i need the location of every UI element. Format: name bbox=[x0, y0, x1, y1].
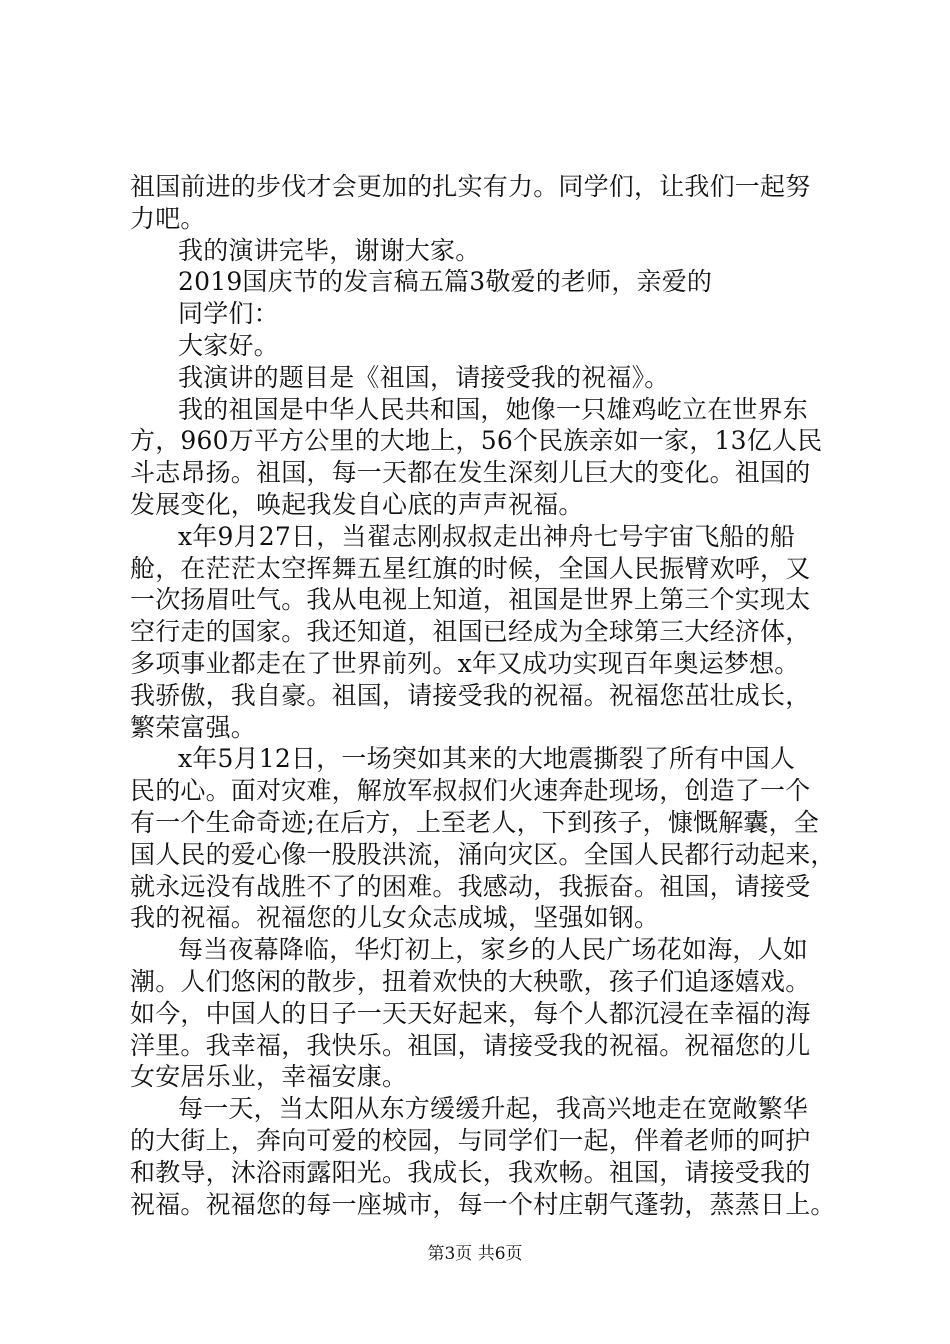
text-line: 民的心。面对灾难，解放军叔叔们火速奔赴现场，创造了一个 bbox=[130, 776, 811, 806]
text-line: 我演讲的题目是《祖国，请接受我的祝福》。 bbox=[178, 362, 670, 392]
text-line: 我的祝福。祝福您的儿女众志成城，坚强如钢。 bbox=[130, 903, 660, 933]
text-line: 发展变化，唤起我发自心底的声声祝福。 bbox=[130, 489, 584, 519]
text-line: x年9月27日，当翟志刚叔叔走出神舟七号宇宙飞船的船 bbox=[178, 521, 796, 551]
text-line: 舱，在茫茫太空挥舞五星红旗的时候，全国人民振臂欢呼，又 bbox=[130, 553, 811, 583]
text-line: 祖国前进的步伐才会更加的扎实有力。同学们，让我们一起努 bbox=[130, 172, 811, 201]
text-line: 2019国庆节的发言稿五篇3敬爱的老师，亲爱的 bbox=[178, 267, 713, 297]
document-body bbox=[130, 171, 836, 1220]
text-line: 的大街上，奔向可爱的校园，与同学们一起，伴着老师的呵护 bbox=[130, 1125, 811, 1155]
text-line: 每一天，当太阳从东方缓缓升起，我高兴地走在宽敞繁华 bbox=[178, 1094, 809, 1124]
text-line: 大家好。 bbox=[178, 330, 279, 360]
text-line: 和教导，沐浴雨露阳光。我成长，我欢畅。祖国，请接受我的 bbox=[130, 1157, 811, 1187]
text-line: 祝福。祝福您的每一座城市，每一个村庄朝气蓬勃，蒸蒸日上。 bbox=[130, 1189, 836, 1219]
text-line: 女安居乐业，幸福安康。 bbox=[130, 1062, 408, 1092]
text-line: 繁荣富强。 bbox=[130, 712, 257, 742]
text-line: 力吧。 bbox=[130, 203, 206, 233]
text-line: 多项事业都走在了世界前列。x年又成功实现百年奥运梦想。 bbox=[130, 648, 800, 678]
text-line: 我的演讲完毕，谢谢大家。 bbox=[178, 235, 481, 265]
page-footer: 第3页 共6页 bbox=[427, 1244, 523, 1264]
text-line: 一次扬眉吐气。我从电视上知道，祖国是世界上第三个实现太 bbox=[130, 585, 811, 615]
text-line: 同学们： bbox=[178, 299, 279, 329]
text-line: 空行走的国家。我还知道，祖国已经成为全球第三大经济体， bbox=[130, 617, 811, 647]
text-line: 潮。人们悠闲的散步，扭着欢快的大秧歌，孩子们追逐嬉戏。 bbox=[130, 966, 811, 996]
text-line: 斗志昂扬。祖国，每一天都在发生深刻儿巨大的变化。祖国的 bbox=[130, 458, 811, 488]
text-line: 国人民的爱心像一股股洪流，涌向灾区。全国人民都行动起来， bbox=[130, 839, 836, 869]
text-line: 我骄傲，我自豪。祖国，请接受我的祝福。祝福您茁壮成长， bbox=[130, 680, 811, 710]
text-line: x年5月12日，一场突如其来的大地震撕裂了所有中国人 bbox=[178, 744, 796, 774]
text-line: 我的祖国是中华人民共和国，她像一只雄鸡屹立在世界东 bbox=[178, 394, 809, 424]
text-line: 方，960万平方公里的大地上，56个民族亲如一家，13亿人民 bbox=[130, 426, 823, 456]
text-line: 就永远没有战胜不了的困难。我感动，我振奋。祖国，请接受 bbox=[130, 871, 811, 901]
text-line: 有一个生命奇迹;在后方，上至老人，下到孩子，慷慨解囊，全 bbox=[130, 807, 820, 837]
text-line: 每当夜幕降临，华灯初上，家乡的人民广场花如海，人如 bbox=[178, 935, 809, 965]
text-line: 如今，中国人的日子一天天好起来，每个人都沉浸在幸福的海 bbox=[130, 998, 811, 1028]
text-line: 洋里。我幸福，我快乐。祖国，请接受我的祝福。祝福您的儿 bbox=[130, 1030, 811, 1060]
